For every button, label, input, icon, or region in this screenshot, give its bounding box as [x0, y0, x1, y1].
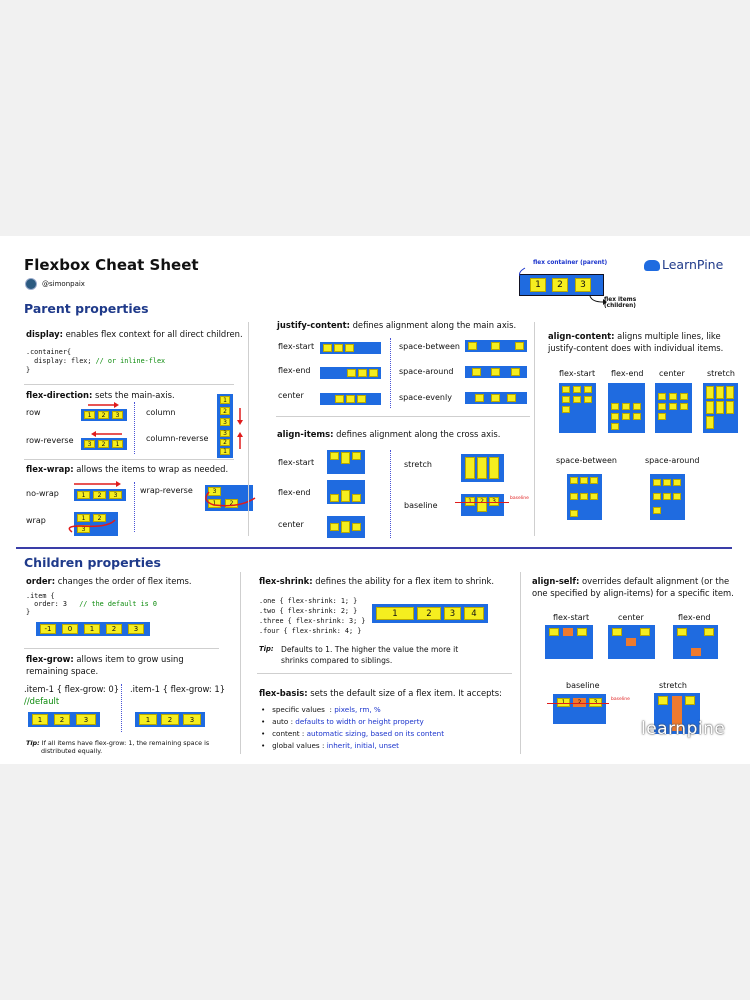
flex-shrink-tip: Defaults to 1. The higher the value the more it — [281, 645, 459, 654]
code-line: order: 3 // the default is 0 — [26, 600, 157, 608]
parent-heading: Parent properties — [24, 301, 149, 316]
jc-space-evenly-label: space-evenly — [399, 393, 452, 402]
flex-grow-tip-2: distributed equally. — [41, 747, 103, 755]
align-self-desc-2: one specified by align-items) for a specific item. — [532, 588, 734, 598]
ai-flex-start-label: flex-start — [278, 458, 315, 467]
row-label: row — [26, 408, 41, 417]
flex-grow-0-demo: 1 2 3 — [28, 712, 100, 727]
align-content-desc: align-content: aligns multiple lines, like — [548, 331, 721, 341]
jc-space-between-label: space-between — [399, 342, 460, 351]
order-item: 1 — [84, 624, 100, 634]
basis-item-auto: • auto : defaults to width or height property — [261, 717, 424, 726]
as-stretch-label: stretch — [659, 681, 687, 690]
jc-center-label: center — [278, 391, 304, 400]
jc-space-around-demo — [465, 366, 527, 378]
divider — [390, 338, 391, 408]
divider — [520, 572, 521, 754]
items-label: flex items (children) — [604, 297, 637, 310]
shrink-item: 1 — [376, 607, 414, 620]
ac-flex-end-label: flex-end — [611, 369, 644, 378]
order-desc: order: changes the order of flex items. — [26, 576, 192, 586]
ac-flex-end-demo — [608, 383, 645, 433]
flex-grow-1-demo: 1 2 3 — [135, 712, 205, 727]
author-handle: @simonpaix — [42, 280, 85, 288]
ac-space-around-demo — [650, 474, 685, 520]
ai-center-label: center — [278, 520, 304, 529]
code-line: display: flex; // or inline-flex — [26, 357, 166, 365]
brand-name: LearnPine — [662, 257, 724, 272]
shrink-item: 4 — [464, 607, 484, 620]
code-line: .three { flex-shrink: 3; } — [259, 617, 366, 625]
order-item: 2 — [106, 624, 122, 634]
ai-flex-end-demo — [327, 480, 365, 504]
code-comment: //default — [24, 696, 60, 706]
code-line: } — [26, 608, 31, 616]
divider — [240, 572, 241, 754]
column-reverse-demo: 3 2 1 — [217, 428, 233, 458]
as-flex-start-demo — [545, 625, 593, 659]
as-center-label: center — [618, 613, 644, 622]
demo-item: 1 — [530, 278, 546, 292]
divider — [534, 322, 535, 536]
ac-space-between-demo — [567, 474, 602, 520]
flex-basis-desc: flex-basis: sets the default size of a flex item. It accepts: — [259, 688, 502, 698]
ac-space-around-label: space-around — [645, 456, 700, 465]
divider — [24, 648, 219, 649]
code-line: .item-1 { flex-grow: 0} — [24, 684, 120, 694]
ai-flex-end-label: flex-end — [278, 488, 311, 497]
flex-shrink-demo — [372, 604, 488, 623]
jc-space-evenly-demo — [465, 392, 527, 404]
container-label: flex container (parent) — [533, 260, 608, 266]
baseline-tag: baseline — [510, 496, 529, 501]
align-content-desc-2: justify-content does with individual items. — [548, 343, 724, 353]
jc-center-demo — [320, 393, 381, 405]
row-reverse-demo: 3 2 1 — [81, 438, 127, 450]
divider — [390, 450, 391, 538]
jc-flex-end-label: flex-end — [278, 366, 311, 375]
wrap-label: wrap — [26, 516, 46, 525]
ac-flex-start-label: flex-start — [559, 369, 596, 378]
jc-flex-end-demo — [320, 367, 381, 379]
jc-flex-start-label: flex-start — [278, 342, 315, 351]
ac-center-label: center — [659, 369, 685, 378]
flex-grow-desc: flex-grow: allows item to grow using — [26, 654, 184, 664]
watermark: learnpine — [641, 719, 726, 739]
divider — [248, 322, 249, 536]
divider — [276, 416, 530, 417]
baseline-tag: baseline — [611, 697, 630, 702]
shrink-item: 3 — [444, 607, 461, 620]
code-line: .four { flex-shrink: 4; } — [259, 627, 362, 635]
ac-space-between-label: space-between — [556, 456, 617, 465]
as-flex-end-demo — [673, 625, 718, 659]
code-line: .one { flex-shrink: 1; } — [259, 597, 358, 605]
demo-item: 3 — [575, 278, 591, 292]
row-demo: 1 2 3 — [81, 409, 127, 421]
baseline-line — [455, 502, 509, 503]
jc-flex-start-demo — [320, 342, 381, 354]
section-divider — [16, 547, 732, 549]
ai-center-demo — [327, 516, 365, 538]
ac-stretch-label: stretch — [707, 369, 735, 378]
tip-label: Tip: — [259, 645, 274, 653]
code-line: .two { flex-shrink: 2; } — [259, 607, 358, 615]
ai-baseline-demo — [461, 494, 504, 516]
code-line: .item { — [26, 592, 55, 600]
as-flex-start-label: flex-start — [553, 613, 590, 622]
code-line: } — [26, 366, 31, 374]
nowrap-demo: 1 2 3 — [74, 489, 126, 501]
jc-space-around-label: space-around — [399, 367, 454, 376]
as-baseline-demo — [553, 694, 606, 724]
ai-stretch-demo — [461, 454, 504, 482]
ai-baseline-label: baseline — [404, 501, 438, 510]
ac-center-demo — [655, 383, 692, 433]
justify-content-desc: justify-content: defines alignment along the main axis. — [277, 320, 517, 330]
shrink-item: 2 — [417, 607, 441, 620]
flex-shrink-desc: flex-shrink: defines the ability for a flex item to shrink. — [259, 576, 495, 586]
as-baseline-label: baseline — [566, 681, 600, 690]
jc-space-between-demo — [465, 340, 527, 352]
as-flex-end-label: flex-end — [678, 613, 711, 622]
as-center-demo — [608, 625, 655, 659]
column-reverse-label: column-reverse — [146, 434, 209, 443]
divider — [121, 684, 122, 732]
ai-stretch-label: stretch — [404, 460, 432, 469]
flex-wrap-desc: flex-wrap: allows the items to wrap as needed. — [26, 464, 229, 474]
basis-item-content: • content : automatic sizing, based on its content — [261, 729, 445, 738]
cheat-sheet — [0, 236, 750, 764]
nowrap-label: no-wrap — [26, 489, 59, 498]
wrap-reverse-label: wrap-reverse — [140, 486, 193, 495]
flex-direction-desc: flex-direction: sets the main-axis. — [26, 390, 175, 400]
divider — [257, 673, 512, 674]
wrap-demo: 1 2 3 — [74, 512, 118, 536]
align-items-desc: align-items: defines alignment along the cross axis. — [277, 429, 501, 439]
page-title: Flexbox Cheat Sheet — [24, 256, 199, 274]
code-line: .container{ — [26, 348, 72, 356]
basis-item-specific: • specific values : pixels, rm, % — [261, 705, 381, 714]
demo-item: 2 — [552, 278, 568, 292]
flex-grow-tip: Tip: If all items have flex-grow: 1, the remaining space is — [26, 739, 210, 747]
code-line: .item-1 { flex-grow: 1} — [130, 684, 226, 694]
flex-grow-desc-2: remaining space. — [26, 666, 99, 676]
order-item: 3 — [128, 624, 144, 634]
display-desc: display: enables flex context for all direct children. — [26, 329, 243, 339]
baseline-line — [547, 703, 609, 704]
column-demo: 1 2 3 — [217, 394, 233, 428]
flex-shrink-tip-2: shrinks compared to siblings. — [281, 656, 393, 665]
children-heading: Children properties — [24, 555, 161, 570]
ai-flex-start-demo — [327, 450, 365, 474]
ac-stretch-demo — [703, 383, 738, 433]
basis-item-global: • global values : inherit, initial, unset — [261, 741, 399, 750]
column-label: column — [146, 408, 176, 417]
order-item: 0 — [62, 624, 78, 634]
align-self-desc: align-self: overrides default alignment (or the — [532, 576, 730, 586]
order-item: -1 — [40, 624, 56, 634]
row-reverse-label: row-reverse — [26, 436, 74, 445]
ac-flex-start-demo — [559, 383, 596, 433]
wrap-reverse-demo: 3 1 2 — [205, 485, 253, 511]
order-demo — [36, 622, 150, 636]
